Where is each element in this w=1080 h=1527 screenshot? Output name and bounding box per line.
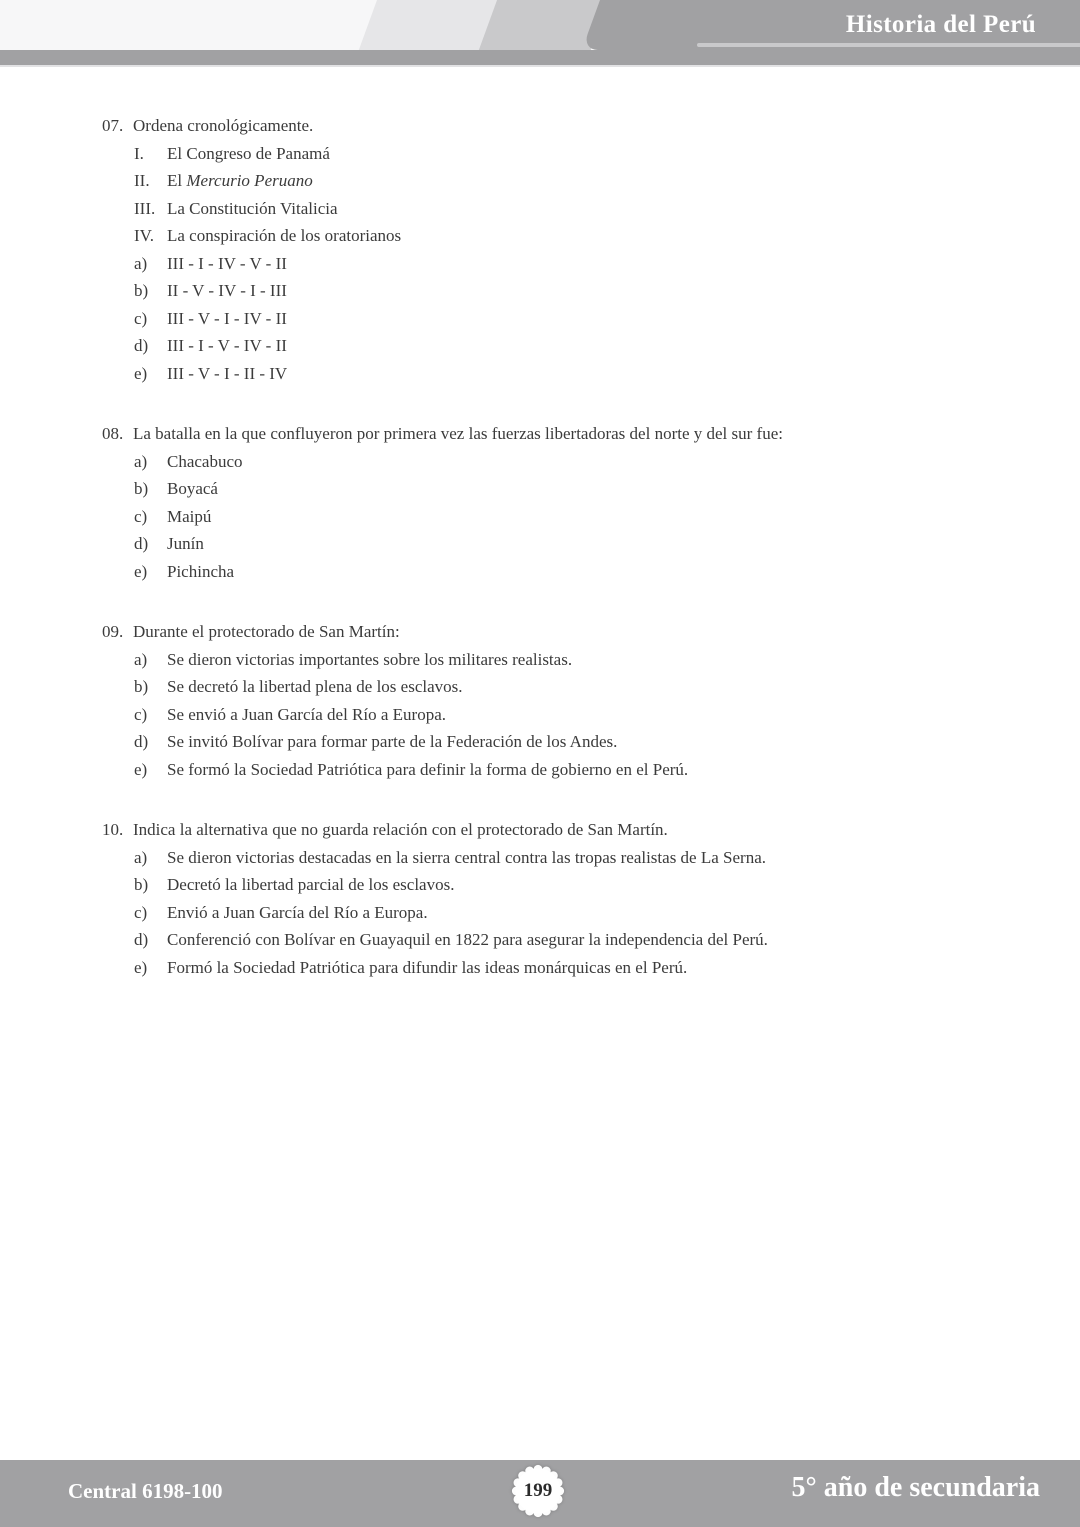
question-text: Indica la alternativa que no guarda relación con el protectorado de San Martín. [133, 820, 668, 839]
page-header [0, 0, 1080, 67]
option-label: c) [134, 308, 148, 328]
option-text: Chacabuco [167, 451, 243, 471]
option-b [134, 673, 1022, 701]
option-e [134, 954, 1022, 982]
header-bar [0, 50, 1080, 67]
option-text: Boyacá [167, 479, 218, 498]
option-text: Conferenció con Bolívar en Guayaquil en 1822 para asegurar la independencia del Perú. [167, 930, 768, 949]
option-a [134, 844, 1022, 872]
option-label: b) [134, 875, 149, 894]
option-text: Formó la Sociedad Patriótica para difundir las ideas monárquicas en el Perú. [167, 957, 688, 977]
option-label: c) [134, 704, 148, 724]
option-e [134, 756, 1022, 784]
option-text: Maipú [167, 506, 212, 526]
question-08 [102, 420, 1022, 585]
roman-item-label: IV. [134, 226, 154, 245]
option-text: Se envió a Juan García del Río a Europa. [167, 704, 446, 724]
option-text: Se formó la Sociedad Patriótica para definir la forma de gobierno en el Perú. [167, 759, 689, 779]
roman-item-2 [134, 167, 1022, 195]
option-text: Se dieron victorias destacadas en la sierra central contra las tropas realistas de La Serna. [167, 847, 766, 867]
option-d [134, 332, 1022, 360]
option-text: II - V - IV - I - III [167, 281, 287, 300]
option-text: Se decretó la libertad plena de los esclavos. [167, 677, 463, 696]
roman-item-text: La Constitución Vitalicia [167, 198, 338, 218]
option-a [134, 448, 1022, 476]
option-b [134, 871, 1022, 899]
option-label: e) [134, 957, 148, 977]
option-text: Decretó la libertad parcial de los esclavos. [167, 875, 455, 894]
option-e [134, 360, 1022, 388]
option-label: d) [134, 534, 149, 553]
page-number: 199 [523, 1480, 553, 1501]
option-text: III - V - I - IV - II [167, 308, 287, 328]
roman-item-text: La conspiración de los oratorianos [167, 226, 402, 245]
footer-grade: 5° año de secundaria [791, 1472, 1040, 1503]
question-number: 09. [102, 622, 124, 641]
option-a [134, 250, 1022, 278]
option-label: d) [134, 336, 149, 355]
question-07 [102, 112, 1022, 387]
question-body [134, 140, 1022, 388]
option-c [134, 503, 1022, 531]
roman-item-label: I. [134, 143, 144, 163]
question-number: 07. [102, 116, 124, 135]
option-text: Se invitó Bolívar para formar parte de la Federación de los Andes. [167, 732, 618, 751]
option-label: e) [134, 363, 148, 383]
option-d [134, 728, 1022, 756]
option-d [134, 926, 1022, 954]
roman-item-text: El Congreso de Panamá [167, 143, 330, 163]
option-label: a) [134, 451, 148, 471]
question-number: 08. [102, 424, 124, 443]
roman-item-text: El Mercurio Peruano [167, 171, 313, 190]
roman-item-1 [134, 140, 1022, 168]
option-text: Junín [167, 534, 204, 553]
option-text: III - V - I - II - IV [167, 363, 288, 383]
question-body [134, 448, 1022, 586]
question-09 [102, 618, 1022, 783]
footer-contact: Central 6198-100 [68, 1479, 223, 1503]
italic-title: Mercurio Peruano [186, 171, 313, 190]
option-label: c) [134, 902, 148, 922]
question-number: 10. [102, 820, 124, 839]
question-heading [102, 420, 1022, 448]
option-b [134, 277, 1022, 305]
question-body [134, 844, 1022, 982]
option-label: a) [134, 649, 148, 669]
option-text: Se dieron victorias importantes sobre los militares realistas. [167, 649, 573, 669]
question-heading [102, 618, 1022, 646]
option-label: c) [134, 506, 148, 526]
roman-item-3 [134, 195, 1022, 223]
title-underline [697, 43, 1080, 47]
option-d [134, 530, 1022, 558]
option-label: b) [134, 479, 149, 498]
option-text: III - I - IV - V - II [167, 253, 287, 273]
option-text: Pichincha [167, 561, 235, 581]
option-c [134, 701, 1022, 729]
roman-item-label: II. [134, 171, 150, 190]
option-text: Envió a Juan García del Río a Europa. [167, 902, 428, 922]
roman-item-4 [134, 222, 1022, 250]
diagonal-band-light [359, 0, 497, 50]
option-label: d) [134, 732, 149, 751]
option-text: III - I - V - IV - II [167, 336, 287, 355]
question-heading [102, 816, 1022, 844]
option-c [134, 899, 1022, 927]
option-label: a) [134, 253, 148, 273]
question-heading [102, 112, 1022, 140]
question-text: Ordena cronológicamente. [133, 116, 314, 135]
question-10 [102, 816, 1022, 981]
question-text: Durante el protectorado de San Martín: [133, 622, 400, 641]
option-e [134, 558, 1022, 586]
question-body [134, 646, 1022, 784]
option-label: a) [134, 847, 148, 867]
page-footer [0, 1460, 1080, 1527]
option-label: d) [134, 930, 149, 949]
roman-item-label: III. [134, 198, 156, 218]
option-c [134, 305, 1022, 333]
page-title: Historia del Perú [845, 11, 1036, 38]
option-label: e) [134, 561, 148, 581]
questions-area [102, 112, 1022, 1014]
option-a [134, 646, 1022, 674]
question-text: La batalla en la que confluyeron por primera vez las fuerzas libertadoras del norte y del sur fue: [133, 424, 783, 443]
option-label: b) [134, 677, 149, 696]
option-label: e) [134, 759, 148, 779]
option-label: b) [134, 281, 149, 300]
page-number-badge [511, 1464, 565, 1518]
option-b [134, 475, 1022, 503]
